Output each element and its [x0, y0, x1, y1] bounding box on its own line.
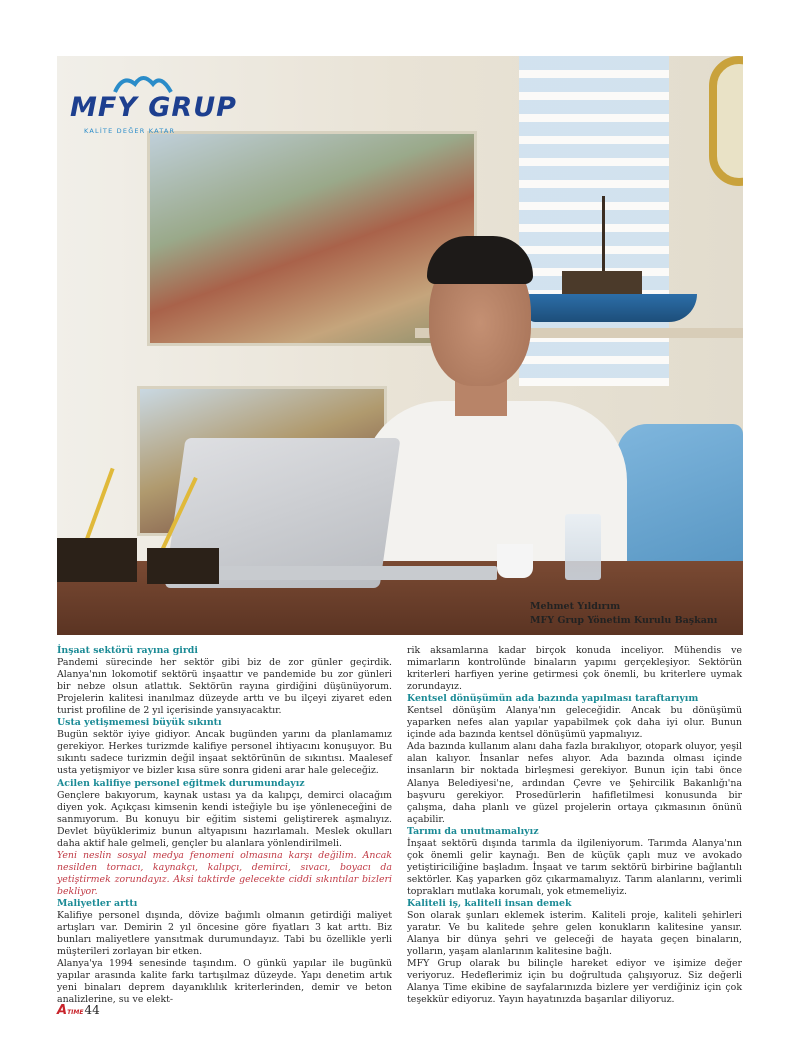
wave-logo-icon [113, 72, 173, 94]
paragraph: Kentsel dönüşüm Alanya'nın geleceğidir. Ancak bu dönüşümü yaparken nefes alan yapılar yapabilmek çok daha iyi olur. Bunun içinde ada bazında kentsel dönüşümü yapmalıyız. [407, 705, 742, 741]
model-ship [527, 294, 697, 322]
logo-wordmark: MFY GRUP [70, 92, 237, 123]
paragraph: Pandemi sürecinde her sektör gibi biz de zor günler geçirdik. Alanya'nın lokomotif sektörü inşaattır ve pandemide bu zor günleri bir nebze olsun atlattık. Sektörün rayına girdiğini düşünüyorum. Projelerin kalitesi inanılmaz düzeyde arttı ve bu ilçeyi ziyaret eden turist profiline de 2 yıl içerisinde yansıyacaktır. [57, 657, 392, 717]
photo-caption [530, 600, 717, 628]
laptop-base [207, 566, 497, 580]
water-glass [565, 514, 601, 580]
section-heading: Usta yetişmemesi büyük sıkıntı [57, 717, 222, 729]
model-ship-cabin [562, 271, 642, 295]
section-heading: Kentsel dönüşümün ada bazında yapılması taraftarıyım [407, 693, 699, 705]
paragraph: Ada bazında kullanım alanı daha fazla bırakılıyor, otopark oluyor, yeşil alan kalıyor. İnsanlar nefes alıyor. Ada bazında olması içinde insanların bir noktada birleşmesi gerekiyor. Bunun için tabi önce Alanya Belediyesi'ne, ardından Çevre ve Şehircilik Bakanlığı'na başvuru gerekiyor. Prosedürlerin hafifletilmesi konusunda bir çalışma, daha planlı ve güzel projelerin ortaya çıkmasının önünü açabilir. [407, 741, 742, 825]
section-heading: Acilen kalifiye personel eğitmek durumundayız [57, 777, 305, 789]
pull-quote: Yeni neslin sosyal medya fenomeni olmasına karşı değilim. Ancak nesilden tornacı, kaynakçı, kalıpçı, demirci, sıvacı, boyacı da yetiştirmek zorundayız. Aksi taktirde gelecekte ciddi sıkıntılar bizleri bekliyor. [57, 849, 392, 897]
page-number: 44 [84, 1003, 100, 1017]
paragraph: MFY Grup olarak bu bilinçle hareket ediyor ve işimize değer veriyoruz. Hedeflerimiz için bu doğrultuda çalışıyoruz. Siz değerli Alanya Time ekibine de sayfalarınızda bizlere yer verdiğiniz için çok teşekkür ediyoruz. Yayın hayatınızda başarılar diliyoruz. [407, 958, 742, 1006]
section-heading: Kaliteli iş, kaliteli insan demek [407, 897, 572, 909]
gold-mirror [709, 56, 743, 186]
logo-tagline: KALİTE DEĞER KATAR [84, 127, 176, 135]
interview-photo [57, 56, 743, 635]
paragraph: Bugün sektör iyiye gidiyor. Ancak bugünden yarını da planlamamız gerekiyor. Herkes turizmde kalifiye personel ihtiyacını konuşuyor. Bu sıkıntı sadece turizmin değil inşaat sektörünün de sıkıntısı. Maalesef usta yetişmiyor ve bizler kısa süre sonra gideni arar hale geleceğiz. [57, 729, 392, 777]
caption-name: Mehmet Yıldırım [530, 601, 621, 612]
paragraph: Alanya'ya 1994 senesinde taşındım. O günkü yapılar ile bugünkü yapılar arasında kalite farkı tartışılmaz düzeyde. Yapı denetim artık yeni binaları deprem dayanıklılık kriterlerinden, demir ve beton analizlerine, su ve elekt- [57, 958, 392, 1006]
magazine-logo-word: TIME [67, 1009, 84, 1016]
desk-nameplate [147, 548, 219, 584]
magazine-logo-letter: A [57, 1003, 68, 1018]
section-heading: İnşaat sektörü rayına girdi [57, 645, 198, 656]
paragraph: İnşaat sektörü dışında tarımla da ilgileniyorum. Tarımda Alanya'nın çok önemli gelir kaynağı. Ben de küçük çaplı muz ve avokado yetiştiriciliğine başladım. İnşaat ve tarım sektörü birbirine bağlantılı sektörler. Kaş yaparken göz çıkarmamalıyız. Tarım alanlarını, verimli toprakları mutlaka korumalı, yok etmemeliyiz. [407, 837, 742, 897]
project-poster [147, 131, 477, 346]
paragraph: Gençlere bakıyorum, kaynak ustası ya da kalıpçı, demirci olacağım diyen yok. Açıkçası kimsenin kendi isteğiyle bu işe yönleneceğini de sanmıyorum. Bu konuyu bir eğitim sistemi geliştirerek aşmalıyız. Devlet büyüklerimiz bunun altyapısını hazırlamalı. Meslek okulları daha aktif hale gelmeli, gençler bu alanlara yönlendirilmeli. [57, 789, 392, 849]
page-footer [57, 1003, 100, 1018]
section-heading: Tarımı da unutmamalıyız [407, 825, 539, 837]
desk-nameplate [57, 538, 137, 582]
paragraph: Son olarak şunları eklemek isterim. Kaliteli proje, kaliteli şehirleri yaratır. Ve bu kalitede şehre gelen konukların kalitesine yansır. Alanya bir dünya şehri ve geleceği de hayata geçen binaların, yolların, yaşam alanlarının kalitesine bağlı. [407, 910, 742, 958]
article-column-right [407, 645, 742, 1006]
coffee-cup [497, 544, 533, 578]
person-hair [427, 236, 533, 284]
magazine-logo [57, 1003, 83, 1018]
paragraph: Kalifiye personel dışında, dövize bağımlı olmanın getirdiği maliyet artışları var. Demirin 2 yıl öncesine göre fiyatları 3 kat arttı. Biz bunları maliyetlere yansıtmak durumundayız. Tabi bu özellikle yerli müşterileri zorlayan bir etken. [57, 910, 392, 958]
section-heading: Maliyetler arttı [57, 897, 138, 909]
article-column-left [57, 645, 392, 1006]
caption-title: MFY Grup Yönetim Kurulu Başkanı [530, 615, 718, 626]
paragraph: rik aksamlarına kadar birçok konuda inceliyor. Mühendis ve mimarların kontrolünde binaların yapımı gerçekleşiyor. Sektörün kriterleri harfiyen yerine getirmesi çok önemli, bu kriterlere uymak zorundayız. [407, 645, 742, 693]
